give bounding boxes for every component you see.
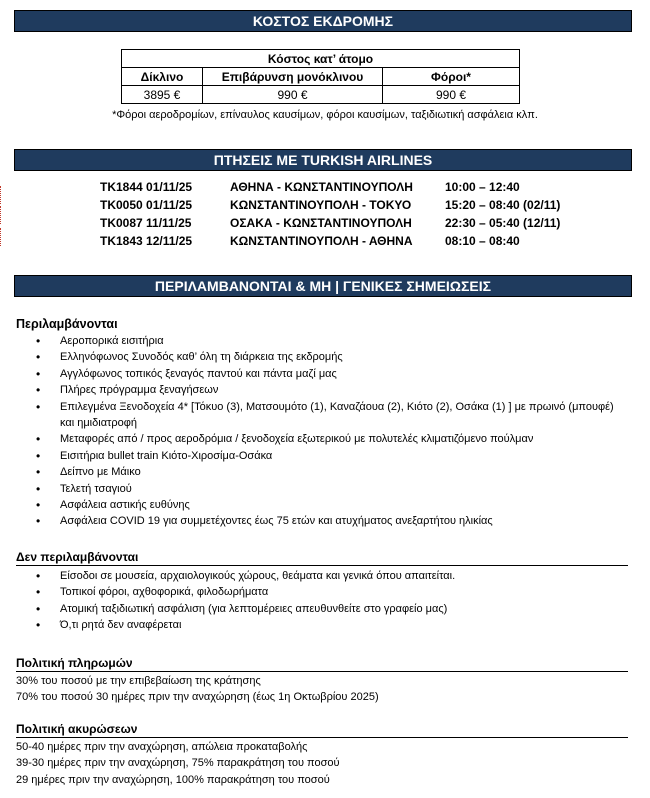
included-title: Περιλαμβάνονται — [16, 317, 118, 331]
flight-code: TK1843 12/11/25 — [100, 234, 193, 248]
flight-row — [100, 232, 595, 250]
list-item: • Επιλεγμένα Ξενοδοχεία 4* [Τόκυο (3), Ματσουμότο (1), Καναζάουα (2), Κιότο (2), Οσάκα (1) ] με πρωινό (μπουφέ) και ημιδιατροφή — [34, 399, 624, 432]
col-double: Δίκλινο — [122, 68, 203, 86]
list-item: • Τελετή τσαγιού — [34, 481, 624, 497]
col-taxes: Φόροι* — [383, 68, 520, 86]
included-list — [34, 333, 624, 530]
list-item: • Ασφάλεια αστικής ευθύνης — [34, 497, 624, 513]
list-item: • Μεταφορές από / προς αεροδρόμια / ξενοδοχεία εξωτερικού με πολυτελές κλιματιζόμενο πούλμαν — [34, 431, 624, 447]
excluded-title: Δεν περιλαμβάνονται — [16, 550, 139, 564]
list-item: • Τοπικοί φόροι, αχθοφορικά, φιλοδωρήματα — [34, 584, 624, 600]
flight-code: TK0087 11/11/25 — [100, 216, 192, 230]
flight-route: ΟΣΑΚΑ - ΚΩΝΣΤΑΝΤΙΝΟΥΠΟΛΗ — [230, 216, 412, 230]
flight-route: ΚΩΝΣΤΑΝΤΙΝΟΥΠΟΛΗ - ΑΘΗΝΑ — [230, 234, 413, 248]
cancel-item: 29 ημέρες πριν την αναχώρηση, 100% παρακράτηση του ποσού — [16, 773, 330, 786]
value-double: 3895 € — [122, 86, 203, 104]
flight-code: TK0050 01/11/25 — [100, 198, 193, 212]
cancel-item: 50-40 ημέρες πριν την αναχώρηση, απώλεια προκαταβολής — [16, 741, 308, 753]
value-single-supplement: 990 € — [203, 86, 383, 104]
excluded-list — [34, 568, 624, 634]
list-item: • Δείπνο με Μάικο — [34, 464, 624, 480]
flight-route: ΑΘΗΝΑ - ΚΩΝΣΤΑΝΤΙΝΟΥΠΟΛΗ — [230, 180, 413, 194]
payment-title: Πολιτική πληρωμών — [16, 656, 133, 670]
notes-header: ΠΕΡΙΛΑΜΒΑΝΟΝΤΑΙ & ΜΗ | ΓΕΝΙΚΕΣ ΣΗΜΕΙΩΣΕΙΣ — [14, 275, 632, 297]
list-item: • Ασφάλεια COVID 19 για συμμετέχοντες έως 75 ετών και ατυχήματος ανεξαρτήτου ηλικίας — [34, 513, 624, 529]
flight-time: 10:00 – 12:40 — [445, 180, 520, 194]
flight-row — [100, 196, 595, 214]
cancel-item: 39-30 ημέρες πριν την αναχώρηση, 75% παρακράτηση του ποσού — [16, 757, 340, 770]
flight-code: TK1844 01/11/25 — [100, 180, 193, 194]
margin-mark — [0, 186, 4, 204]
cost-footnote: *Φόροι αεροδρομίων, επίναυλος καυσίμων, φόροι καυσίμων, ταξιδιωτική ασφάλεια κλπ. — [112, 109, 538, 121]
cancel-title: Πολιτική ακυρώσεων — [16, 722, 138, 736]
payment-item: 70% του ποσού 30 ημέρες πριν την αναχώρηση (έως 1η Οκτωβρίου 2025) — [16, 691, 379, 704]
list-item: • Ελληνόφωνος Συνοδός καθ’ όλη τη διάρκεια της εκδρομής — [34, 349, 624, 365]
value-taxes: 990 € — [383, 86, 520, 104]
list-item: • Εισιτήρια bullet train Κιότο-Χιροσίμα-Οσάκα — [34, 448, 624, 464]
flight-time: 08:10 – 08:40 — [445, 234, 520, 248]
list-item: • Πλήρες πρόγραμμα ξεναγήσεων — [34, 382, 624, 398]
flight-time: 15:20 – 08:40 (02/11) — [445, 198, 561, 212]
list-item: • Ατομική ταξιδιωτική ασφάλιση (για λεπτομέρειες απευθυνθείτε στο γραφείο μας) — [34, 601, 624, 617]
payment-list — [16, 673, 379, 706]
divider — [16, 565, 628, 566]
list-item: • Ό,τι ρητά δεν αναφέρεται — [34, 617, 624, 633]
list-item: • Αεροπορικά εισιτήρια — [34, 333, 624, 349]
list-item: • Αγγλόφωνος τοπικός ξεναγός παντού και πάντα μαζί μας — [34, 366, 624, 382]
flight-route: ΚΩΝΣΤΑΝΤΙΝΟΥΠΟΛΗ - ΤΟΚΥΟ — [230, 198, 412, 212]
margin-mark — [0, 228, 4, 246]
cost-table — [121, 49, 520, 104]
flights-header: ΠΤΗΣΕΙΣ ΜΕ TURKISH AIRLINES — [14, 149, 632, 171]
col-single-supplement: Επιβάρυνση μονόκλινου — [203, 68, 383, 86]
margin-mark — [0, 206, 4, 224]
cost-header: ΚΟΣΤΟΣ ΕΚΔΡΟΜΗΣ — [14, 10, 632, 32]
list-item: • Είσοδοι σε μουσεία, αρχαιολογικούς χώρους, θεάματα και γενικά όπου απαιτείται. — [34, 568, 624, 584]
divider — [16, 737, 628, 738]
flights-list — [100, 178, 595, 250]
divider — [16, 671, 628, 672]
cancel-list — [16, 739, 340, 788]
cost-table-title: Κόστος κατ’ άτομο — [122, 50, 520, 68]
payment-item: 30% του ποσού με την επιβεβαίωση της κράτησης — [16, 675, 261, 687]
flight-row — [100, 214, 595, 232]
flight-time: 22:30 – 05:40 (12/11) — [445, 216, 561, 230]
flight-row — [100, 178, 595, 196]
